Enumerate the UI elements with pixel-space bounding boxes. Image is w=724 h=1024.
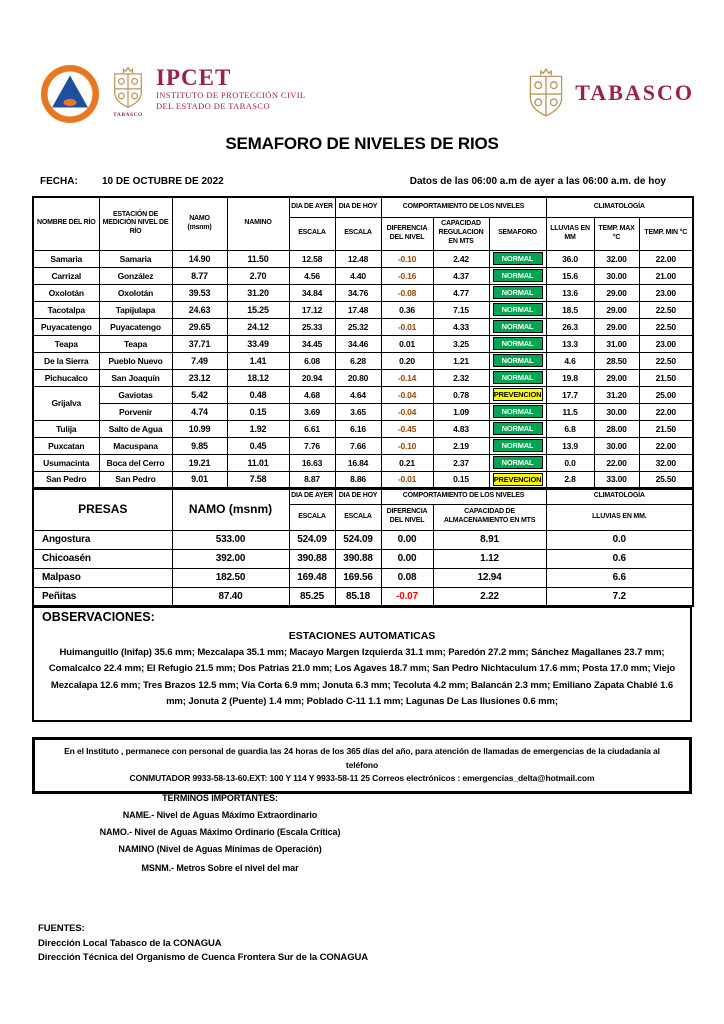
- almacenamiento-cell: 1.12: [433, 549, 546, 568]
- rivers-header-row-1: [33, 197, 693, 217]
- escala-hoy-cell: 524.09: [335, 530, 381, 549]
- namo-cell: 19.21: [172, 454, 227, 471]
- tabasco-crest-icon: [110, 65, 146, 111]
- ipcet-line2: DEL ESTADO DE TABASCO: [156, 101, 270, 112]
- escala-hoy-cell: 20.80: [335, 369, 381, 386]
- lluvias-cell: 7.2: [546, 587, 693, 606]
- temp-max-cell: 30.00: [594, 437, 639, 454]
- semaforo-badge: NORMAL: [493, 354, 543, 367]
- lluvias-cell: 0.6: [546, 549, 693, 568]
- station-cell: San Joaquín: [99, 369, 172, 386]
- namo-cell: 37.71: [172, 335, 227, 352]
- presas-table: [32, 488, 694, 607]
- datos-range: Datos de las 06:00 a.m de ayer a las 06:00 a.m. de hoy: [409, 176, 666, 187]
- namo-cell: 24.63: [172, 301, 227, 318]
- col-presas-climatologia: CLIMATOLOGÍA: [546, 489, 693, 504]
- namo-cell: 7.49: [172, 352, 227, 369]
- station-cell: Teapa: [99, 335, 172, 352]
- lluvias-cell: 0.0: [546, 454, 594, 471]
- col-presas-comportamiento: COMPORTAMIENTO DE LOS NIVELES: [381, 489, 546, 504]
- lluvias-cell: 13.6: [546, 284, 594, 301]
- presa-row: [33, 549, 693, 568]
- col-semaforo: SEMAFORO: [489, 217, 546, 250]
- river-name-cell: Pichucalco: [33, 369, 99, 386]
- namino-cell: 11.01: [227, 454, 289, 471]
- station-cell: Porvenir: [99, 403, 172, 420]
- col-comportamiento: COMPORTAMIENTO DE LOS NIVELES: [381, 197, 546, 217]
- diferencia-cell: -0.10: [381, 437, 433, 454]
- namino-cell: 0.48: [227, 386, 289, 403]
- tabasco-wordmark: TABASCO: [575, 80, 694, 105]
- terminos-name: NAME.- Nivel de Aguas Máximo Extraordinario: [122, 810, 318, 820]
- almacenamiento-cell: 2.22: [433, 587, 546, 606]
- col-presas-diferencia: DIFERENCIA DEL NIVEL: [381, 504, 433, 530]
- lluvias-cell: 15.6: [546, 267, 594, 284]
- temp-min-cell: 22.50: [639, 352, 693, 369]
- river-name-cell: Teapa: [33, 335, 99, 352]
- temp-min-cell: 32.00: [639, 454, 693, 471]
- diferencia-cell: -0.16: [381, 267, 433, 284]
- presa-row: [33, 587, 693, 606]
- river-name-cell: Oxolotán: [33, 284, 99, 301]
- temp-max-cell: 30.00: [594, 403, 639, 420]
- escala-ayer-cell: 34.84: [289, 284, 335, 301]
- temp-min-cell: 23.00: [639, 335, 693, 352]
- lluvias-cell: 2.8: [546, 471, 594, 488]
- escala-hoy-cell: 6.16: [335, 420, 381, 437]
- col-temp-max: TEMP. MAX °C: [594, 217, 639, 250]
- col-escala-hoy: ESCALA: [335, 217, 381, 250]
- escala-ayer-cell: 4.68: [289, 386, 335, 403]
- station-cell: Gaviotas: [99, 386, 172, 403]
- tabasco-crest-icon: [525, 66, 567, 120]
- fecha-value: 10 DE OCTUBRE DE 2022: [102, 176, 224, 187]
- namo-cell: 14.90: [172, 250, 227, 267]
- namino-cell: 31.20: [227, 284, 289, 301]
- escala-hoy-cell: 390.88: [335, 549, 381, 568]
- namino-cell: 18.12: [227, 369, 289, 386]
- semaforo-cell: [489, 454, 546, 471]
- river-name-cell: Tacotalpa: [33, 301, 99, 318]
- semaforo-cell: [489, 284, 546, 301]
- temp-min-cell: 23.00: [639, 284, 693, 301]
- temp-max-cell: 28.50: [594, 352, 639, 369]
- capacidad-cell: 1.09: [433, 403, 489, 420]
- temp-max-cell: 31.20: [594, 386, 639, 403]
- temp-min-cell: 22.00: [639, 250, 693, 267]
- lluvias-cell: 11.5: [546, 403, 594, 420]
- capacidad-cell: 4.33: [433, 318, 489, 335]
- semaforo-badge: PREVENCION: [493, 474, 542, 484]
- col-presas-lluvias: LLUVIAS EN MM.: [546, 504, 693, 530]
- namo-cell: 182.50: [172, 568, 289, 587]
- temp-min-cell: 21.00: [639, 267, 693, 284]
- semaforo-badge: NORMAL: [493, 320, 543, 333]
- presa-name-cell: Peñitas: [33, 587, 172, 606]
- semaforo-badge: NORMAL: [493, 371, 543, 384]
- escala-ayer-cell: 390.88: [289, 549, 335, 568]
- escala-ayer-cell: 4.56: [289, 267, 335, 284]
- namo-cell: 23.12: [172, 369, 227, 386]
- diferencia-cell: -0.01: [381, 318, 433, 335]
- estaciones-automaticas-text: Huimanguillo (Inifap) 35.6 mm; Mezcalapa 35.1 mm; Macayo Margen Izquierda 31.1 mm; Paredón 27.2 mm; Sánchez Magallanes 23.7 mm; Comalcalco 22.4 mm; El Refugio 21.5 mm; Dos Patrias 21.0 mm; Los Agaves 18.7 mm; San Pedro Nichtaculum 17.6 mm; Posta 17.0 mm; Viejo Mezcalapa 12.6 mm; Tres Brazos 12.5 mm; Vía Corta 6.9 mm; Jonuta 6.3 mm; Tecoluta 4.2 mm; Balancán 2.3 mm; Emiliano Zapata Chablé 1.6 mm; Jonuta 2 (Puente) 1.4 mm; Poblado C-11 1.1 mm; Lagunas De Las Ilusiones 0.6 mm;: [48, 647, 676, 707]
- capacidad-cell: 2.32: [433, 369, 489, 386]
- namino-cell: 0.45: [227, 437, 289, 454]
- river-name-cell: San Pedro: [33, 471, 99, 488]
- temp-min-cell: 21.50: [639, 369, 693, 386]
- capacidad-cell: 2.19: [433, 437, 489, 454]
- namino-cell: 1.41: [227, 352, 289, 369]
- escala-ayer-cell: 34.45: [289, 335, 335, 352]
- escala-hoy-cell: 12.48: [335, 250, 381, 267]
- page-header: [40, 64, 694, 124]
- col-lluvias: LLUVIAS EN MM: [546, 217, 594, 250]
- temp-min-cell: 22.00: [639, 403, 693, 420]
- namo-cell: 4.74: [172, 403, 227, 420]
- namo-cell: 8.77: [172, 267, 227, 284]
- namo-cell: 9.01: [172, 471, 227, 488]
- namino-cell: 1.92: [227, 420, 289, 437]
- river-name-cell: De la Sierra: [33, 352, 99, 369]
- lluvias-cell: 0.0: [546, 530, 693, 549]
- river-row: [33, 403, 693, 420]
- escala-hoy-cell: 85.18: [335, 587, 381, 606]
- escala-ayer-cell: 12.58: [289, 250, 335, 267]
- semaforo-badge: NORMAL: [493, 286, 543, 299]
- semaforo-badge: NORMAL: [493, 269, 543, 282]
- tabasco-crest-small: [110, 65, 146, 118]
- diferencia-cell: -0.45: [381, 420, 433, 437]
- namo-cell: 87.40: [172, 587, 289, 606]
- temp-min-cell: 22.50: [639, 301, 693, 318]
- river-row: [33, 352, 693, 369]
- tables-wrap: [32, 196, 692, 722]
- col-presas-namo: NAMO (msnm): [172, 489, 289, 530]
- namino-cell: 24.12: [227, 318, 289, 335]
- namo-cell: 9.85: [172, 437, 227, 454]
- fuentes-section: [38, 922, 368, 966]
- namo-cell: 392.00: [172, 549, 289, 568]
- lluvias-cell: 18.5: [546, 301, 594, 318]
- temp-max-cell: 32.00: [594, 250, 639, 267]
- river-name-cell: Samaria: [33, 250, 99, 267]
- semaforo-cell: [489, 386, 546, 403]
- semaforo-cell: [489, 352, 546, 369]
- station-cell: González: [99, 267, 172, 284]
- semaforo-cell: [489, 318, 546, 335]
- namo-cell: 10.99: [172, 420, 227, 437]
- semaforo-cell: [489, 250, 546, 267]
- capacidad-cell: 0.15: [433, 471, 489, 488]
- temp-min-cell: 21.50: [639, 420, 693, 437]
- escala-hoy-cell: 4.40: [335, 267, 381, 284]
- estaciones-automaticas-title: ESTACIONES AUTOMATICAS: [288, 630, 436, 642]
- temp-max-cell: 29.00: [594, 369, 639, 386]
- fuentes-title: FUENTES:: [38, 923, 85, 934]
- river-row: [33, 386, 693, 403]
- presas-header-row-1: [33, 489, 693, 504]
- diferencia-cell: -0.04: [381, 403, 433, 420]
- escala-ayer-cell: 85.25: [289, 587, 335, 606]
- diferencia-cell: -0.04: [381, 386, 433, 403]
- temp-max-cell: 30.00: [594, 267, 639, 284]
- col-presas-dia-ayer: DIA DE AYER: [289, 489, 335, 504]
- col-presas-escala-ayer: ESCALA: [289, 504, 335, 530]
- namo-cell: 29.65: [172, 318, 227, 335]
- river-row: [33, 471, 693, 488]
- col-namino: NAMINO: [227, 197, 289, 250]
- ipcet-wordmark: [156, 66, 306, 112]
- temp-max-cell: 29.00: [594, 301, 639, 318]
- col-capacidad: CAPACIDAD REGULACION EN MTS: [433, 217, 489, 250]
- namino-cell: 0.15: [227, 403, 289, 420]
- semaforo-cell: [489, 437, 546, 454]
- semaforo-cell: [489, 420, 546, 437]
- instituto-note-box: [32, 737, 692, 794]
- escala-ayer-cell: 524.09: [289, 530, 335, 549]
- escala-ayer-cell: 17.12: [289, 301, 335, 318]
- presa-row: [33, 530, 693, 549]
- terminos-section: [30, 793, 410, 880]
- escala-ayer-cell: 6.08: [289, 352, 335, 369]
- lluvias-cell: 4.6: [546, 352, 594, 369]
- ipcet-logo-group: [40, 64, 306, 124]
- capacidad-cell: 7.15: [433, 301, 489, 318]
- col-dia-ayer: DIA DE AYER: [289, 197, 335, 217]
- namino-cell: 2.70: [227, 267, 289, 284]
- river-name-cell: Grijalva: [33, 386, 99, 420]
- lluvias-cell: 36.0: [546, 250, 594, 267]
- station-cell: San Pedro: [99, 471, 172, 488]
- station-cell: Puyacatengo: [99, 318, 172, 335]
- semaforo-badge: NORMAL: [493, 405, 543, 418]
- semaforo-badge: NORMAL: [493, 252, 543, 265]
- diferencia-cell: -0.07: [381, 587, 433, 606]
- crest-caption: TABASCO: [113, 112, 143, 118]
- escala-hoy-cell: 16.84: [335, 454, 381, 471]
- namino-cell: 11.50: [227, 250, 289, 267]
- capacidad-cell: 1.21: [433, 352, 489, 369]
- semaforo-badge: NORMAL: [493, 456, 543, 469]
- semaforo-cell: [489, 267, 546, 284]
- diferencia-cell: -0.08: [381, 284, 433, 301]
- escala-hoy-cell: 6.28: [335, 352, 381, 369]
- diferencia-cell: 0.36: [381, 301, 433, 318]
- capacidad-cell: 4.37: [433, 267, 489, 284]
- semaforo-cell: [489, 403, 546, 420]
- capacidad-cell: 4.77: [433, 284, 489, 301]
- capacidad-cell: 4.83: [433, 420, 489, 437]
- terminos-msnm: MSNM.- Metros Sobre el nivel del mar: [141, 863, 299, 873]
- col-temp-min: TEMP. MIN °C: [639, 217, 693, 250]
- escala-ayer-cell: 20.94: [289, 369, 335, 386]
- station-cell: Boca del Cerro: [99, 454, 172, 471]
- escala-ayer-cell: 16.63: [289, 454, 335, 471]
- diferencia-cell: 0.00: [381, 549, 433, 568]
- lluvias-cell: 26.3: [546, 318, 594, 335]
- river-name-cell: Carrizal: [33, 267, 99, 284]
- station-cell: Macuspana: [99, 437, 172, 454]
- namo-cell: 5.42: [172, 386, 227, 403]
- escala-ayer-cell: 3.69: [289, 403, 335, 420]
- terminos-namino: NAMINO (Nivel de Aguas Mínimas de Operación): [118, 844, 322, 854]
- col-estacion: ESTACIÓN DE MEDICIÓN NIVEL DE RÍO: [99, 197, 172, 250]
- col-namo: NAMO (msnm): [172, 197, 227, 250]
- diferencia-cell: 0.21: [381, 454, 433, 471]
- semaforo-badge: NORMAL: [493, 303, 543, 316]
- escala-hoy-cell: 8.86: [335, 471, 381, 488]
- escala-hoy-cell: 3.65: [335, 403, 381, 420]
- semaforo-badge: PREVENCION: [493, 390, 542, 399]
- terminos-namo: NAMO.- Nivel de Aguas Máximo Ordinario (Escala Crítica): [99, 827, 341, 837]
- temp-min-cell: 25.50: [639, 471, 693, 488]
- escala-hoy-cell: 17.48: [335, 301, 381, 318]
- fecha-label: FECHA:: [40, 176, 78, 187]
- escala-ayer-cell: 6.61: [289, 420, 335, 437]
- presa-row: [33, 568, 693, 587]
- capacidad-cell: 2.37: [433, 454, 489, 471]
- river-row: [33, 369, 693, 386]
- temp-min-cell: 22.00: [639, 437, 693, 454]
- temp-max-cell: 29.00: [594, 284, 639, 301]
- semaforo-badge: NORMAL: [493, 439, 543, 452]
- semaforo-cell: [489, 471, 546, 488]
- col-diferencia: DIFERENCIA DEL NIVEL: [381, 217, 433, 250]
- river-name-cell: Tulija: [33, 420, 99, 437]
- presa-name-cell: Angostura: [33, 530, 172, 549]
- ipcet-line1: INSTITUTO DE PROTECCIÓN CIVIL: [156, 90, 306, 101]
- lluvias-cell: 6.6: [546, 568, 693, 587]
- instituto-line2: CONMUTADOR 9933-58-13-60.EXT: 100 Y 114 Y 9933-58-11 25 Correos electrónicos : emergencias_delta@hotmail.com: [129, 773, 595, 784]
- station-cell: Pueblo Nuevo: [99, 352, 172, 369]
- temp-max-cell: 22.00: [594, 454, 639, 471]
- escala-ayer-cell: 8.87: [289, 471, 335, 488]
- col-presas-almacenamiento: CAPACIDAD DE ALMACENAMIENTO EN MTS: [433, 504, 546, 530]
- col-dia-hoy: DIA DE HOY: [335, 197, 381, 217]
- rivers-table: [32, 196, 694, 489]
- ipcet-acronym: IPCET: [156, 65, 232, 90]
- col-presas: PRESAS: [33, 489, 172, 530]
- temp-min-cell: 22.50: [639, 318, 693, 335]
- diferencia-cell: -0.14: [381, 369, 433, 386]
- namo-cell: 39.53: [172, 284, 227, 301]
- page-title: SEMAFORO DE NIVELES DE RIOS: [225, 134, 499, 153]
- river-row: [33, 454, 693, 471]
- semaforo-cell: [489, 369, 546, 386]
- river-row: [33, 267, 693, 284]
- river-name-cell: Puyacatengo: [33, 318, 99, 335]
- river-row: [33, 335, 693, 352]
- river-row: [33, 250, 693, 267]
- lluvias-cell: 19.8: [546, 369, 594, 386]
- capacidad-cell: 2.42: [433, 250, 489, 267]
- capacidad-cell: 0.78: [433, 386, 489, 403]
- almacenamiento-cell: 8.91: [433, 530, 546, 549]
- col-climatologia: CLIMATOLOGÍA: [546, 197, 693, 217]
- lluvias-cell: 17.7: [546, 386, 594, 403]
- river-row: [33, 301, 693, 318]
- fuentes-line1: Dirección Local Tabasco de la CONAGUA: [38, 937, 222, 949]
- observaciones-box: [32, 606, 692, 722]
- river-name-cell: Usumacinta: [33, 454, 99, 471]
- diferencia-cell: 0.00: [381, 530, 433, 549]
- fuentes-line2: Dirección Técnica del Organismo de Cuenca Frontera Sur de la CONAGUA: [38, 952, 369, 964]
- col-presas-escala-hoy: ESCALA: [335, 504, 381, 530]
- presa-name-cell: Malpaso: [33, 568, 172, 587]
- temp-max-cell: 28.00: [594, 420, 639, 437]
- namino-cell: 33.49: [227, 335, 289, 352]
- river-row: [33, 318, 693, 335]
- river-row: [33, 420, 693, 437]
- escala-hoy-cell: 34.76: [335, 284, 381, 301]
- escala-ayer-cell: 7.76: [289, 437, 335, 454]
- col-presas-dia-hoy: DIA DE HOY: [335, 489, 381, 504]
- escala-ayer-cell: 25.33: [289, 318, 335, 335]
- escala-hoy-cell: 34.46: [335, 335, 381, 352]
- river-name-cell: Puxcatan: [33, 437, 99, 454]
- station-cell: Tapijulapa: [99, 301, 172, 318]
- namino-cell: 15.25: [227, 301, 289, 318]
- tabasco-logo-group: [525, 66, 694, 120]
- instituto-line1: En el Instituto , permanece con personal de guardia las 24 horas de los 365 días del año, para atención de llamadas de emergencias de la ciudadanía al teléfono: [64, 746, 660, 770]
- almacenamiento-cell: 12.94: [433, 568, 546, 587]
- escala-hoy-cell: 169.56: [335, 568, 381, 587]
- temp-max-cell: 29.00: [594, 318, 639, 335]
- col-escala-ayer: ESCALA: [289, 217, 335, 250]
- namo-cell: 533.00: [172, 530, 289, 549]
- station-cell: Salto de Agua: [99, 420, 172, 437]
- proteccion-civil-logo-icon: [40, 64, 100, 124]
- temp-min-cell: 25.00: [639, 386, 693, 403]
- semaforo-badge: NORMAL: [493, 422, 543, 435]
- lluvias-cell: 6.8: [546, 420, 594, 437]
- river-row: [33, 284, 693, 301]
- escala-ayer-cell: 169.48: [289, 568, 335, 587]
- rivers-table-body: [33, 250, 693, 488]
- diferencia-cell: 0.08: [381, 568, 433, 587]
- temp-max-cell: 33.00: [594, 471, 639, 488]
- presa-name-cell: Chicoasén: [33, 549, 172, 568]
- col-nombre-rio: NOMBRE DEL RÍO: [33, 197, 99, 250]
- terminos-title: TÉRMINOS IMPORTANTES:: [162, 793, 278, 803]
- namino-cell: 7.58: [227, 471, 289, 488]
- fecha-row: [40, 176, 666, 187]
- lluvias-cell: 13.9: [546, 437, 594, 454]
- escala-hoy-cell: 25.32: [335, 318, 381, 335]
- escala-hoy-cell: 7.66: [335, 437, 381, 454]
- temp-max-cell: 31.00: [594, 335, 639, 352]
- diferencia-cell: -0.10: [381, 250, 433, 267]
- station-cell: Samaria: [99, 250, 172, 267]
- observaciones-title: OBSERVACIONES:: [42, 610, 155, 624]
- lluvias-cell: 13.3: [546, 335, 594, 352]
- semaforo-cell: [489, 335, 546, 352]
- presas-table-body: [33, 530, 693, 606]
- diferencia-cell: 0.01: [381, 335, 433, 352]
- semaforo-cell: [489, 301, 546, 318]
- semaforo-badge: NORMAL: [493, 337, 543, 350]
- capacidad-cell: 3.25: [433, 335, 489, 352]
- river-row: [33, 437, 693, 454]
- diferencia-cell: -0.01: [381, 471, 433, 488]
- escala-hoy-cell: 4.64: [335, 386, 381, 403]
- station-cell: Oxolotán: [99, 284, 172, 301]
- diferencia-cell: 0.20: [381, 352, 433, 369]
